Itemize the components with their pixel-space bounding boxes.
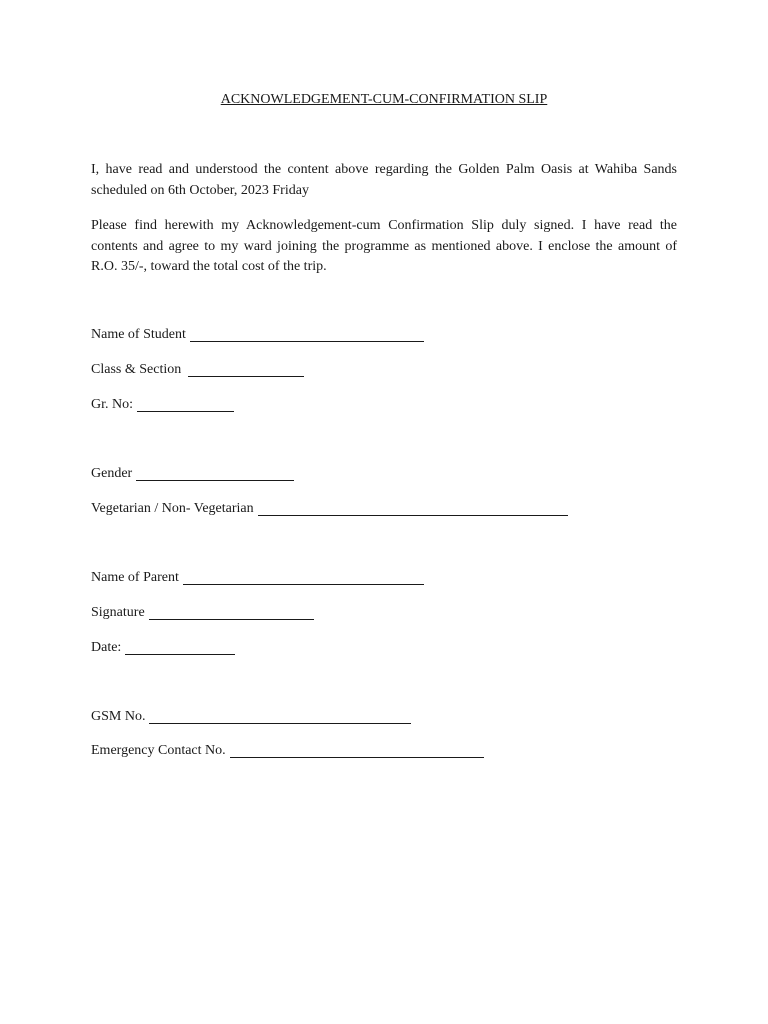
parent-name-field [91,569,424,587]
signature-label: Signature [91,605,145,620]
gsm-no-field [91,708,411,726]
gsm-no-blank[interactable] [149,710,411,724]
student-name-blank[interactable] [190,328,424,342]
diet-blank[interactable] [258,502,568,516]
date-field [91,639,235,657]
parent-name-blank[interactable] [183,571,424,585]
gender-label: Gender [91,466,133,481]
class-section-blank[interactable] [188,363,304,377]
diet-label: Vegetarian / Non- Vegetarian [91,501,254,516]
student-name-field [91,326,424,344]
slip-title: ACKNOWLEDGEMENT-CUM-CONFIRMATION SLIP [220,92,548,107]
gsm-no-label: GSM No. [91,709,146,724]
emergency-contact-field [91,742,484,760]
gr-no-label: Gr. No: [91,397,133,412]
gr-no-field [91,396,234,414]
date-label: Date: [91,640,122,655]
class-section-label: Class & Section [91,362,182,377]
acknowledgement-paragraph: I, have read and understood the content above regarding the Golden Palm Oasis at Wahiba Sands scheduled on 6th October, 2023 Friday [91,162,677,198]
student-name-label: Name of Student [91,327,186,342]
gr-no-blank[interactable] [137,398,234,412]
date-blank[interactable] [125,641,235,655]
emergency-contact-blank[interactable] [230,744,484,758]
signature-blank[interactable] [149,606,314,620]
emergency-contact-label: Emergency Contact No. [91,743,226,758]
confirmation-paragraph: Please find herewith my Acknowledgement-cum Confirmation Slip duly signed. I have read the contents and agree to my ward joining the programme as mentioned above. I enclose the amount of R.O. 35/-, toward the total cost of the trip. [91,218,677,274]
gender-field [91,465,294,483]
parent-name-label: Name of Parent [91,570,179,585]
diet-field [91,500,568,518]
signature-field [91,604,314,622]
gender-blank[interactable] [136,467,294,481]
class-section-field [91,361,304,379]
